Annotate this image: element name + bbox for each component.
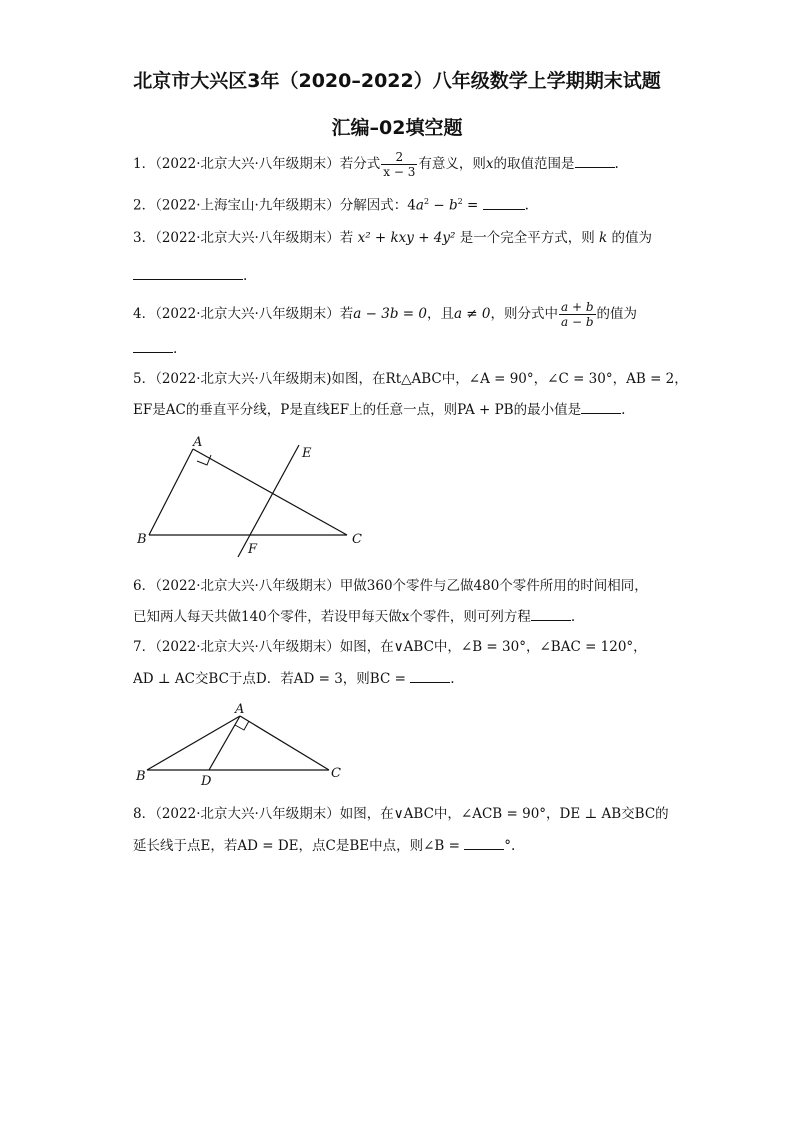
question-7-line-2: [133, 668, 455, 689]
q8-line2-text: 延长线于点E，若AD = DE，点C是BE中点，则∠B =: [133, 838, 460, 854]
q1-mid: 有意义，则: [418, 156, 486, 172]
q3-expression: x² + kxy + 4y²: [357, 230, 456, 246]
q5-segment-ac: [193, 449, 347, 535]
q4-mid-2: ，则分式中: [490, 306, 558, 322]
question-8-line-2: [133, 835, 515, 856]
q2-end: .: [524, 197, 529, 214]
q4-denominator: a − b: [561, 315, 594, 329]
q5-label-a: A: [193, 435, 203, 450]
q3-suffix: 的值为: [611, 230, 653, 246]
q5-right-angle-mark: [197, 455, 211, 465]
q7-label-b: B: [136, 769, 146, 784]
q3-end: .: [243, 268, 248, 284]
q3-prefix: 3．（2022·北京大兴·八年级期末）若: [133, 230, 354, 246]
q1-suffix: 的取值范围是: [493, 156, 575, 172]
q7-right-angle-mark: [235, 721, 249, 730]
q1-variable: x: [485, 156, 494, 172]
document-title-line1: 北京市大兴区3年（2020–2022）八年级数学上学期期末试题: [133, 70, 661, 92]
q8-end: °.: [504, 838, 516, 854]
q1-end: .: [614, 156, 619, 172]
q4-condition-1: a − 3b = 0: [353, 306, 427, 322]
q6-answer-blank[interactable]: [531, 606, 571, 621]
q7-segment-ab: [147, 716, 240, 770]
q6-line2-text: 已知两人每天共做140个零件，若设甲每天做x个零件，则可列方程: [133, 609, 531, 625]
q4-numerator: a + b: [561, 300, 594, 314]
q1-numerator: 2: [381, 150, 417, 165]
q5-label-b: B: [137, 532, 147, 547]
q6-end: .: [570, 609, 576, 625]
q5-label-c: C: [352, 532, 362, 547]
q5-label-e: E: [302, 446, 312, 461]
q8-answer-blank[interactable]: [464, 835, 504, 850]
q5-line-ef: [238, 445, 299, 557]
question-5-line-1: 5．（2022·北京大兴·八年级期末)如图，在Rt△ABC中，∠A = 90°，∠C = 30°，AB = 2，: [133, 371, 688, 387]
q4-end: .: [173, 341, 178, 357]
q4-condition-2: a ≠ 0: [453, 306, 491, 322]
q7-label-c: C: [331, 766, 341, 781]
q2-a: a: [415, 197, 424, 214]
q3-k: k: [599, 230, 608, 246]
q4-mid-1: ，且: [426, 306, 454, 322]
q2-minus: −: [429, 197, 449, 214]
q7-answer-blank[interactable]: [410, 668, 450, 683]
q7-label-d: D: [201, 774, 212, 789]
q7-segment-ad: [209, 716, 240, 770]
q4-prefix: 4．（2022·北京大兴·八年级期末）若: [133, 306, 354, 322]
q7-segment-ac: [240, 716, 329, 770]
q7-label-a: A: [235, 702, 245, 717]
q2-prefix: 2．（2022·上海宝山·九年级期末）分解因式：4: [133, 197, 416, 214]
question-6-line-2: [133, 606, 575, 627]
q7-end: .: [450, 671, 455, 687]
q4-suffix: 的值为: [596, 306, 638, 322]
q5-segment-ab: [149, 449, 193, 535]
q7-line2-text: AD ⊥ AC交BC于点D．若AD = 3，则BC =: [133, 671, 406, 687]
q5-label-f: F: [248, 542, 258, 557]
question-6-line-1: 6．（2022·北京大兴·八年级期末）甲做360个零件与乙做480个零件所用的时间相同，: [133, 578, 648, 594]
q3-mid: 是一个完全平方式，则: [459, 230, 595, 246]
q2-b: b: [448, 197, 458, 214]
q2-eq: =: [462, 197, 483, 214]
q1-denominator: x − 3: [383, 165, 416, 179]
q5-line2-text: EF是AC的垂直平分线，P是直线EF上的任意一点，则PA + PB的最小值是: [133, 402, 582, 418]
question-7-line-1: 7．（2022·北京大兴·八年级期末）如图，在∨ABC中，∠B = 30°，∠BAC = 120°，: [133, 639, 647, 655]
question-8-line-1: 8．（2022·北京大兴·八年级期末）如图，在∨ABC中，∠ACB = 90°，DE ⊥ AB交BC的: [133, 806, 669, 822]
document-title-line2: 汇编–02填空题: [331, 117, 463, 139]
q5-end: .: [621, 402, 626, 418]
q1-prefix: 1．（2022·北京大兴·八年级期末）若分式: [133, 156, 381, 172]
question-2: 2．（2022·上海宝山·九年级期末）分解因式：$4a^2 - b^2$ = .: [133, 192, 529, 216]
